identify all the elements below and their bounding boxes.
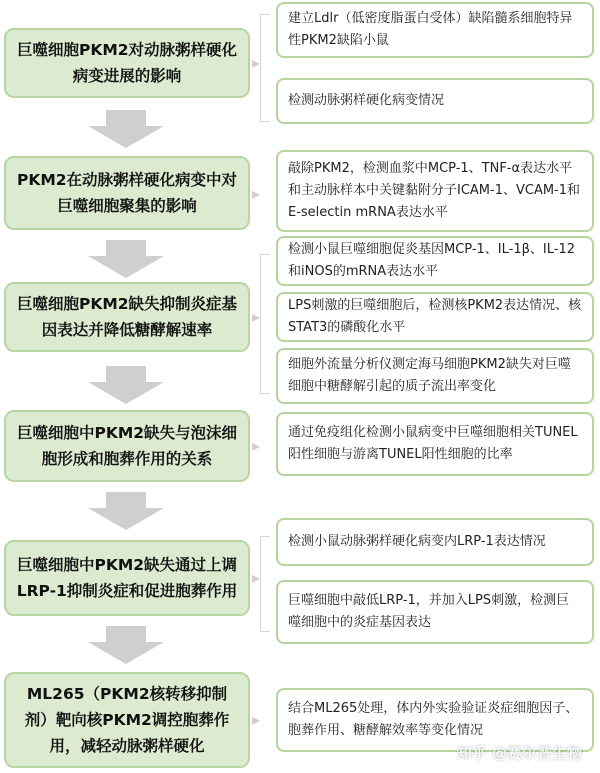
stage-4-connector-icon: ▸ (252, 436, 261, 455)
stage-3-detail-2: LPS刺激的巨噬细胞后，检测核PKM2表达情况、核STAT3的磷酸化水平 (276, 292, 594, 342)
stage-1-detail-1: 建立Ldlr（低密度脂蛋白受体）缺陷髓系细胞特异性PKM2缺陷小鼠 (276, 2, 594, 58)
watermark: 知乎 @赛尔普生物 (456, 744, 582, 762)
stage-4-title: 巨噬细胞中PKM2缺失与泡沫细胞形成和胞葬作用的关系 (16, 424, 238, 468)
down-arrow-icon (88, 110, 164, 148)
stage-5-detail-2: 巨噬细胞中敲低LRP-1，并加入LPS刺激，检测巨噬细胞中的炎症基因表达 (276, 580, 594, 644)
stage-3-detail-3: 细胞外流量分析仪测定海马细胞PKM2缺失对巨噬细胞中糖酵解引起的质子流出率变化 (276, 348, 594, 404)
down-arrow-icon (88, 492, 164, 530)
stage-2-box (4, 156, 250, 230)
stage-6-connector-icon: ▸ (252, 710, 261, 729)
stage-1-box (4, 28, 250, 98)
stage-4-detail-1: 通过免疫组化检测小鼠病变中巨噬细胞相关TUNEL阳性细胞与游离TUNEL阳性细胞的比率 (276, 412, 594, 476)
stage-5-box (4, 540, 250, 616)
stage-5-detail-1: 检测小鼠动脉粥样硬化病变内LRP-1表达情况 (276, 518, 594, 566)
stage-1-title: 巨噬细胞PKM2对动脉粥样硬化病变进展的影响 (16, 41, 238, 85)
down-arrow-icon (88, 240, 164, 278)
stage-2-title: PKM2在动脉粥样硬化病变中对巨噬细胞聚集的影响 (16, 171, 238, 215)
stage-3-connector-icon: ▸ (252, 307, 261, 326)
stage-2-connector-icon: ▸ (252, 184, 261, 203)
stage-3-title: 巨噬细胞PKM2缺失抑制炎症基因表达并降低糖酵解速率 (16, 295, 238, 339)
stage-3-bracket (260, 254, 270, 394)
stage-5-title: 巨噬细胞中PKM2缺失通过上调LRP-1抑制炎症和促进胞葬作用 (16, 556, 238, 600)
stage-6-title: ML265（PKM2核转移抑制剂）靶向核PKM2调控胞葬作用，减轻动脉粥样硬化 (24, 685, 230, 755)
stage-1-detail-2: 检测动脉粥样硬化病变情况 (276, 78, 594, 124)
stage-6-detail-1: 结合ML265处理，体内外实验验证炎症细胞因子、胞葬作用、糖酵解效率等变化情况 (276, 688, 594, 752)
down-arrow-icon (88, 626, 164, 664)
down-arrow-icon (88, 366, 164, 404)
stage-3-box (4, 282, 250, 352)
stage-1-connector-icon: ▸ (252, 53, 261, 72)
stage-5-connector-icon: ▸ (252, 568, 261, 587)
stage-4-box (4, 410, 250, 482)
stage-1-bracket (260, 14, 270, 122)
stage-5-bracket (260, 536, 270, 632)
stage-2-detail-1: 敲除PKM2，检测血浆中MCP-1、TNF-α表达水平和主动脉样本中关键黏附分子ICAM-1、VCAM-1和E-selectin mRNA表达水平 (276, 150, 594, 232)
stage-6-box (4, 672, 250, 768)
stage-3-detail-1: 检测小鼠巨噬细胞促炎基因MCP-1、IL-1β、IL-12和iNOS的mRNA表达水平 (276, 236, 594, 286)
